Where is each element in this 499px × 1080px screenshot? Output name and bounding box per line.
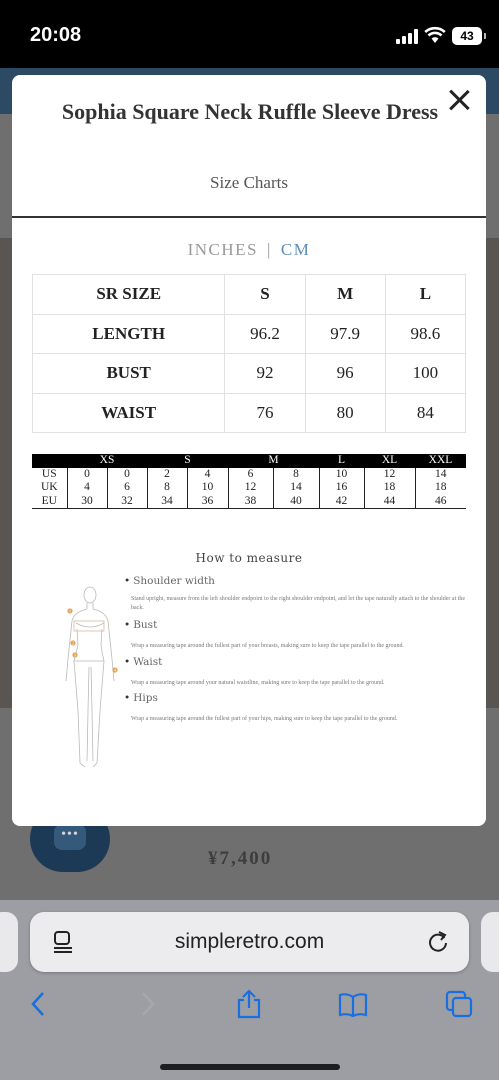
measure-instructions — [124, 575, 474, 724]
table-cell: 2 — [147, 468, 187, 482]
table-cell: 80 — [305, 393, 385, 433]
size-label: XL — [364, 454, 415, 468]
previous-tab-peek[interactable] — [0, 912, 18, 972]
table-cell: 34 — [147, 495, 187, 509]
table-cell: 98.6 — [385, 314, 465, 354]
table-cell: 4 — [187, 468, 228, 482]
browser-toolbar — [0, 900, 499, 1080]
table-cell: 16 — [319, 481, 364, 495]
table-cell: 100 — [385, 354, 465, 394]
table-row — [33, 393, 466, 433]
table-cell: 0 — [107, 468, 147, 482]
table-row — [32, 481, 466, 495]
table-cell: 12 — [228, 481, 273, 495]
size-label: XS — [67, 454, 147, 468]
table-cell: 6 — [228, 468, 273, 482]
measure-description: Wrap a measuring tape around the fullest part of your breasts, making sure to keep the tape parallel to the ground. — [131, 643, 404, 649]
measure-item-shoulder — [124, 575, 474, 619]
row-label: BUST — [33, 354, 225, 394]
divider — [12, 216, 486, 218]
size-label: S — [147, 454, 228, 468]
table-header-row — [33, 275, 466, 315]
table-cell: 8 — [273, 468, 319, 482]
header-cell: SR SIZE — [33, 275, 225, 315]
table-cell: 97.9 — [305, 314, 385, 354]
table-cell: 14 — [273, 481, 319, 495]
next-tab-peek[interactable] — [481, 912, 499, 972]
measure-item-bust — [124, 619, 474, 656]
size-table — [32, 274, 466, 433]
status-time: 20:08 — [30, 24, 82, 46]
table-cell: 96.2 — [225, 314, 305, 354]
marker-label: 4 — [114, 667, 116, 673]
table-cell: 0 — [67, 468, 107, 482]
table-cell: 4 — [67, 481, 107, 495]
unit-inches-tab[interactable]: INCHES — [187, 240, 259, 259]
close-icon[interactable] — [446, 87, 472, 113]
measure-title: • Shoulder width — [124, 575, 474, 587]
marker-label: 3 — [74, 652, 76, 658]
table-cell: 76 — [225, 393, 305, 433]
measure-title: • Bust — [124, 619, 474, 631]
reload-icon[interactable] — [426, 930, 450, 954]
unit-separator: | — [267, 240, 272, 259]
battery-icon: 43 — [452, 27, 482, 45]
size-label: M — [228, 454, 319, 468]
table-cell: 96 — [305, 354, 385, 394]
region-label: EU — [32, 495, 67, 509]
body-figure-illustration — [52, 581, 122, 776]
table-cell: 42 — [319, 495, 364, 509]
table-cell: 18 — [364, 481, 415, 495]
table-cell: 40 — [273, 495, 319, 509]
unit-toggle — [12, 240, 486, 260]
home-indicator — [160, 1064, 340, 1070]
header-cell: S — [225, 275, 305, 315]
table-cell: 14 — [415, 468, 466, 482]
table-row — [33, 354, 466, 394]
how-to-measure-title: How to measure — [195, 551, 303, 565]
chat-bubble-icon: ••• — [54, 824, 86, 850]
measure-title: • Hips — [124, 692, 474, 704]
back-icon[interactable] — [24, 989, 54, 1019]
conversion-header-row — [32, 454, 466, 468]
forward-icon[interactable] — [132, 989, 162, 1019]
region-label: UK — [40, 481, 58, 494]
measure-title: • Waist — [124, 656, 474, 668]
measure-description: Wrap a measuring tape around the fullest part of your hips, making sure to keep the tape parallel to the ground. — [131, 716, 398, 722]
table-cell: 10 — [319, 468, 364, 482]
table-cell: 18 — [415, 481, 466, 495]
header-cell: L — [385, 275, 465, 315]
measure-description: Wrap a measuring tape around your natural waistline, making sure to keep the tape parallel to the ground. — [131, 680, 385, 686]
table-cell: 44 — [364, 495, 415, 509]
share-icon[interactable] — [234, 989, 264, 1019]
table-cell: 84 — [385, 393, 465, 433]
table-cell: 46 — [415, 495, 466, 509]
row-label: LENGTH — [33, 314, 225, 354]
size-label: L — [319, 454, 364, 468]
table-cell: 10 — [187, 481, 228, 495]
size-label: XXL — [415, 454, 466, 468]
table-cell: 32 — [107, 495, 147, 509]
url-text: simpleretro.com — [174, 930, 325, 953]
table-row — [32, 495, 466, 509]
table-cell: 92 — [225, 354, 305, 394]
address-bar[interactable] — [30, 912, 469, 972]
status-bar — [0, 0, 499, 68]
row-label: WAIST — [33, 393, 225, 433]
header-cell: M — [305, 275, 385, 315]
table-cell: 30 — [67, 495, 107, 509]
size-conversion-table — [32, 454, 466, 509]
bookmarks-icon[interactable] — [338, 989, 368, 1019]
table-cell: 12 — [364, 468, 415, 482]
marker-label: 1 — [69, 608, 71, 614]
modal-subtitle: Size Charts — [210, 173, 288, 192]
table-row — [33, 314, 466, 354]
measure-description: Stand upright, measure from the left shoulder endpoint to the right shoulder endpoint, and let the tape naturally attach to the shoulder at the back. — [131, 596, 466, 611]
modal-title: Sophia Square Neck Ruffle Sleeve Dress — [61, 99, 439, 124]
measure-item-hips — [124, 692, 474, 724]
region-label: US — [41, 467, 57, 480]
tabs-overview-icon[interactable] — [444, 989, 474, 1019]
table-cell: 36 — [187, 495, 228, 509]
cellular-signal-icon — [396, 29, 418, 44]
product-price: ¥7,400 — [208, 848, 273, 869]
unit-cm-tab[interactable]: CM — [280, 240, 311, 259]
table-cell: 38 — [228, 495, 273, 509]
table-cell: 6 — [107, 481, 147, 495]
table-cell: 8 — [147, 481, 187, 495]
size-chart-modal — [12, 75, 486, 826]
wifi-icon — [424, 26, 446, 44]
table-row — [32, 468, 466, 482]
measure-item-waist — [124, 656, 474, 692]
marker-label: 2 — [72, 640, 74, 646]
